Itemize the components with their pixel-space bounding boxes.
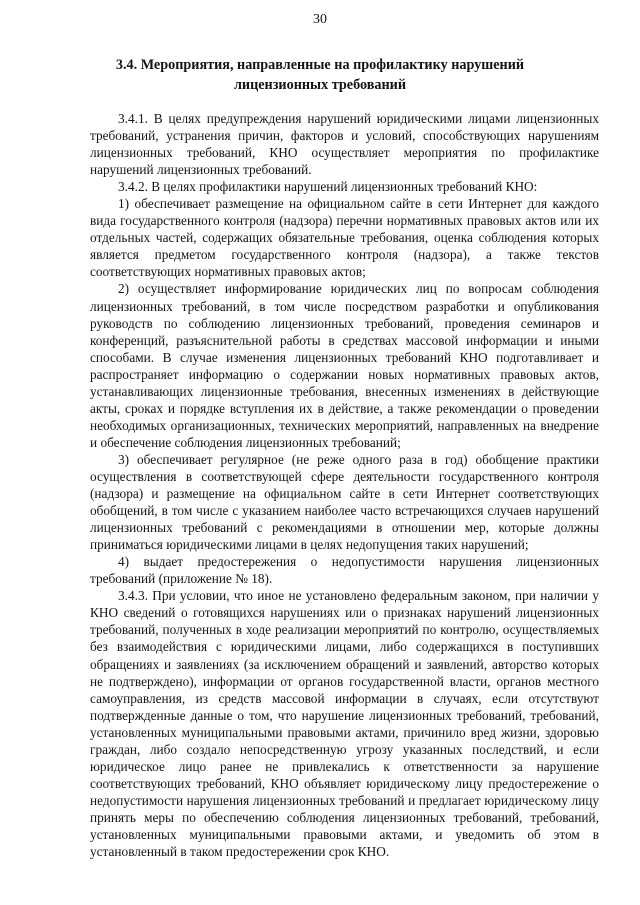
list-item-4: 4) выдает предостережения о недопустимости нарушения лицензионных требований (приложение № 18).	[90, 554, 599, 587]
list-item-3: 3) обеспечивает регулярное (не реже одного раза в год) обобщение практики осуществления в соответствующей сфере деятельности государственного контроля (надзора) и размещение на официальном сайте в сети Интернет соответствующих обобщений, в том числе с указанием наиболее часто встречающихся случаев нарушений лицензионных требований с рекомендациями в отношении мер, которые должны приниматься юридическими лицами в целях недопущения таких нарушений;	[90, 451, 599, 553]
list-item-2: 2) осуществляет информирование юридических лиц по вопросам соблюдения лицензионных требований, в том числе посредством разработки и опубликования руководств по соблюдению лицензионных требований, проведения семинаров и конференций, разъяснительной работы в средствах массовой информации и иными способами. В случае изменения лицензионных требований КНО подготавливает и распространяет информацию о содержании новых нормативных правовых актов, устанавливающих лицензионные требования, внесенных изменениях в действующие акты, сроках и порядке вступления их в действие, а также рекомендации о проведении необходимых организационных, технических мероприятий, направленных на внедрение и обеспечение соблюдения лицензионных требований;	[90, 281, 599, 450]
paragraph-3-4-2: 3.4.2. В целях профилактики нарушений лицензионных требований КНО:	[118, 179, 538, 195]
paragraph-3-4-3: 3.4.3. При условии, что иное не установлено федеральным законом, при наличии у КНО сведений о готовящихся нарушениях или о признаках нарушений лицензионных требований, полученных в ходе реализации мероприятий по контролю, осуществляемых без взаимодействия с юридическими лицами, либо содержащихся в поступивших обращениях и заявлениях (за исключением обращений и заявлений, авторство которых не подтверждено), информации от органов государственной власти, органов местного самоуправления, из средств массовой информации в случаях, если отсутствуют подтвержденные данные о том, что нарушение лицензионных требований, требований, установленных муниципальными правовыми актами, причинило вред жизни, здоровью граждан, либо создало непосредственную угрозу указанных последствий, и если юридическое лицо ранее не привлекались к ответственности за нарушение соответствующих требований, КНО объявляет юридическому лицу предостережение о недопустимости нарушения лицензионных требований и предлагает юридическому лицу принять меры по обеспечению соблюдения лицензионных требований, требований, установленных муниципальными правовыми актами, и уведомить об этом в установленный в таком предостережении срок КНО.	[90, 588, 599, 860]
document-body	[90, 110, 599, 860]
paragraph-3-4-1: 3.4.1. В целях предупреждения нарушений юридическими лицами лицензионных требований, устранения причин, факторов и условий, способствующих нарушениям лицензионных требований, КНО осуществляет мероприятия по профилактике нарушений лицензионных требований.	[90, 111, 599, 178]
section-heading: 3.4. Мероприятия, направленные на профилактику нарушений лицензионных требований	[115, 57, 525, 93]
page-number: 30	[313, 12, 327, 27]
list-item-1: 1) обеспечивает размещение на официальном сайте в сети Интернет для каждого вида государственного контроля (надзора) перечни нормативных правовых актов или их отдельных частей, содержащих обязательные требования, оценка соблюдения которых является предметом государственного контроля (надзора), а также текстов соответствующих нормативных правовых актов;	[90, 196, 599, 280]
